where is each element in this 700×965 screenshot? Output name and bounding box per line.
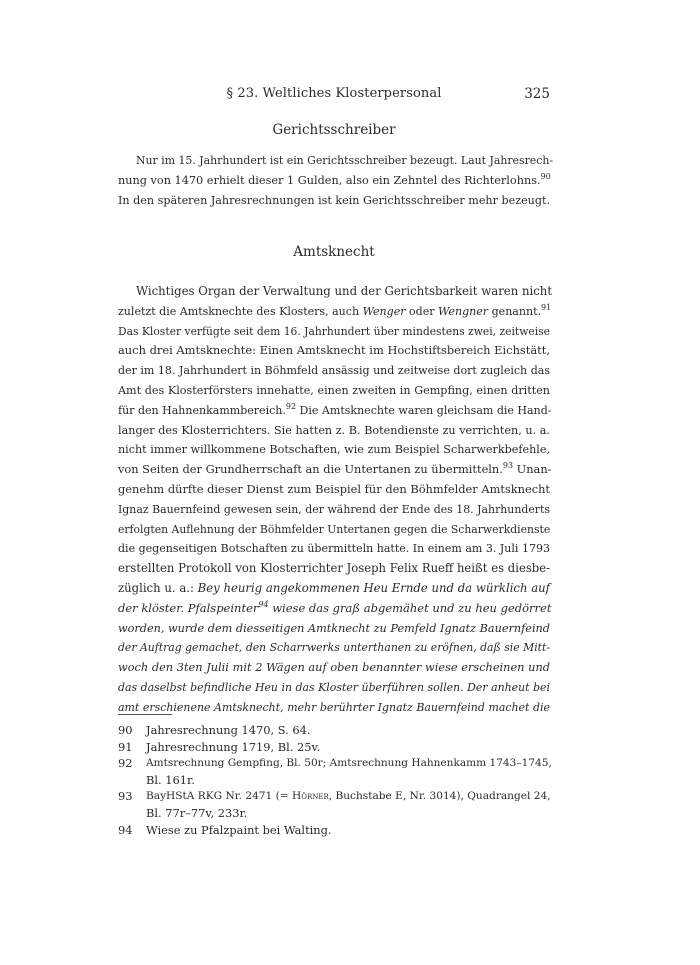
text-line	[118, 698, 550, 718]
text-run: züglich u. a.:	[118, 580, 198, 595]
text-line	[118, 599, 550, 619]
footnote-text: Bl. 77r–77v, 233r.	[146, 805, 248, 820]
text-run: genehm dürfte dieser Dienst zum Beispiel für den Böhmfelder Amtsknecht	[118, 481, 550, 496]
text-line	[118, 171, 550, 191]
text-line	[118, 191, 550, 211]
footnote-run: , Buchstabe E, Nr. 3014), Quadrangel 24,	[328, 790, 551, 803]
text-line	[118, 401, 550, 421]
text-line	[118, 302, 550, 322]
text-line	[118, 460, 550, 480]
text-line	[118, 421, 550, 441]
footnote-number: 93	[118, 789, 133, 804]
quotation-text: der Auftrag gemachet, den Scharrwerks unterthanen zu eröfnen, daß sie Mitt-	[118, 641, 550, 655]
text-line	[118, 322, 550, 342]
footnote-ref[interactable]: 90	[540, 171, 551, 181]
text-run: Ignaz Bauernfeind gewesen sein, der während der Ende des 18. Jahrhunderts	[118, 502, 550, 516]
quotation-text: Bey heurig angekommenen Heu Ernde und da würklich auf	[197, 580, 550, 595]
text-line	[118, 282, 553, 302]
section-heading-gerichtsschreiber: Gerichtsschreiber	[272, 122, 396, 138]
section-heading-amtsknecht: Amtsknecht	[293, 244, 375, 260]
footnote-number: 94	[118, 822, 133, 837]
footnote-number: 92	[118, 756, 133, 771]
text-line	[118, 539, 550, 559]
text-line	[118, 678, 550, 698]
text-run: nicht immer willkommene Botschaften, wie zum Beispiel Scharwerkbefehle,	[118, 443, 550, 457]
text-line	[118, 559, 550, 579]
text-line	[118, 500, 550, 520]
text-line	[118, 579, 550, 599]
footnote-number: 91	[118, 739, 133, 754]
text-run: von Seiten der Grundherrschaft an die Untertanen zu übermitteln.	[118, 462, 503, 477]
quotation-text: der klöster. Pfalspeinter	[118, 600, 259, 615]
footnote-text	[118, 788, 550, 805]
text-line	[118, 440, 550, 460]
footnote-text: Jahresrechnung 1470, S. 64.	[146, 723, 311, 737]
paragraph-amtsknecht	[118, 282, 553, 718]
text-line	[118, 361, 550, 381]
text-run: erfolgten Auflehnung der Böhmfelder Untertanen gegen die Scharwerkdienste	[118, 522, 551, 536]
footnote-text: Amtsrechnung Gempfing, Bl. 50r; Amtsrechnung Hahnenkamm 1743–1745,	[146, 757, 552, 770]
footnotes	[118, 722, 550, 838]
text-run: Das Kloster verfügte seit dem 16. Jahrhundert über mindestens zwei, zeitweise	[118, 324, 550, 338]
running-head: § 23. Weltliches Klosterpersonal	[226, 86, 442, 101]
footnote-90	[118, 722, 550, 739]
footnote-ref[interactable]: 91	[541, 302, 552, 312]
text-run: Unan-	[513, 462, 552, 477]
text-run: nung von 1470 erhielt dieser 1 Gulden, also ein Zehntel des Richterlohns.	[118, 173, 541, 187]
quotation-text: wiese das graß abgemähet und zu heu gedörret	[268, 600, 552, 615]
footnote-separator	[118, 714, 172, 715]
footnote-number: 90	[118, 723, 133, 737]
text-run: der im 18. Jahrhundert in Böhmfeld ansässig und zeitweise dort zugleich das	[118, 364, 550, 378]
page-header	[118, 86, 550, 106]
text-line	[118, 480, 550, 500]
footnote-93	[118, 788, 550, 821]
italic-term: Wengner	[438, 304, 489, 318]
italic-term: Wenger	[362, 304, 406, 318]
footnote-text: Bl. 161r.	[146, 772, 195, 787]
text-run: Nur im 15. Jahrhundert ist ein Gerichtsschreiber bezeugt. Laut Jahresrech-	[136, 154, 554, 167]
text-run: auch drei Amtsknechte: Einen Amtsknecht im Hochstiftsbereich Eichstätt,	[118, 343, 550, 358]
text-run: Wichtiges Organ der Verwaltung und der Gerichtsbarkeit waren nicht	[136, 284, 553, 298]
footnote-run: BayHStA RKG Nr. 2471 (=	[146, 790, 292, 803]
text-run: die gegenseitigen Botschaften zu übermitteln hatte. In einem am 3. Juli 1793	[118, 542, 550, 556]
text-line	[118, 151, 554, 171]
quotation-text: worden, wurde dem diesseitigen Amtknecht zu Pemfeld Ignatz Bauernfeind	[118, 621, 550, 635]
text-run: genannt.	[488, 304, 542, 318]
paragraph-gerichtsschreiber	[118, 151, 554, 210]
text-run: Die Amtsknechte waren gleichsam die Hand-	[296, 403, 552, 417]
page-number: 325	[524, 86, 550, 102]
text-line	[118, 341, 550, 361]
text-line	[118, 619, 550, 639]
footnote-ref[interactable]: 93	[502, 461, 514, 471]
text-run: oder	[405, 304, 439, 318]
footnote-94	[118, 822, 550, 839]
footnote-92	[118, 755, 550, 788]
text-line	[118, 520, 550, 540]
footnote-ref[interactable]: 92	[285, 401, 297, 411]
text-line	[118, 638, 550, 658]
text-run: erstellten Protokoll von Klosterrichter Joseph Felix Rueff heißt es diesbe-	[118, 561, 550, 576]
text-run: für den Hahnenkammbereich.	[118, 403, 286, 417]
text-run: Amt des Klosterförsters innehatte, einen zweiten in Gempfing, einen dritten	[118, 383, 550, 397]
quotation-text: woch den 3ten Julii mit 2 Wägen auf oben benannter wiese erscheinen und	[118, 660, 550, 675]
text-run: In den späteren Jahresrechnungen ist kein Gerichtsschreiber mehr bezeugt.	[118, 193, 550, 207]
text-run: zuletzt die Amtsknechte des Klosters, auch	[118, 304, 363, 318]
author-name: Hörner	[291, 790, 329, 803]
footnote-91	[118, 739, 550, 756]
text-line	[118, 658, 550, 678]
footnote-text: Jahresrechnung 1719, Bl. 25v.	[146, 739, 321, 754]
text-run: langer des Klosterrichters. Sie hatten z. B. Botendienste zu verrichten, u. a.	[118, 423, 550, 437]
text-line	[118, 381, 550, 401]
footnote-ref[interactable]: 94	[258, 599, 269, 609]
quotation-text: amt erschienene Amtsknecht, mehr berührter Ignatz Bauernfeind machet die	[118, 700, 550, 714]
footnote-text: Wiese zu Pfalzpaint bei Walting.	[146, 822, 332, 837]
quotation-text: das daselbst befindliche Heu in das Kloster überführen sollen. Der anheut bei	[118, 680, 550, 694]
